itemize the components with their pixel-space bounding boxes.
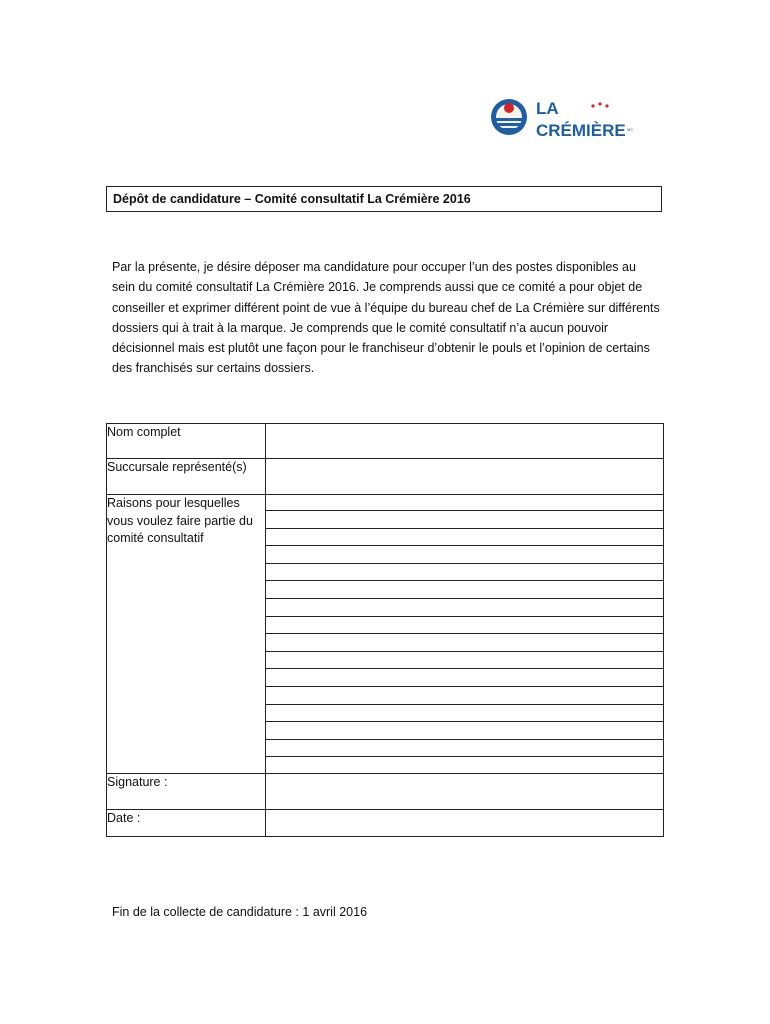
svg-text:CRÉMIÈRE: CRÉMIÈRE [536, 121, 626, 140]
label-raisons: Raisons pour lesquelles vous voulez faire partie du comité consultatif [107, 495, 266, 774]
label-succursale: Succursale représenté(s) [107, 459, 266, 495]
answer-line [266, 705, 663, 723]
form-row-succursale [107, 459, 664, 495]
answer-line [266, 599, 663, 617]
answer-line [266, 581, 663, 599]
answer-line [266, 529, 663, 547]
label-date: Date : [107, 810, 266, 837]
answer-line [266, 669, 663, 687]
svg-text:LA: LA [536, 99, 559, 118]
answer-line [266, 740, 663, 758]
la-cremiere-logo-graphic [490, 94, 640, 140]
field-raisons[interactable] [266, 495, 664, 774]
field-signature[interactable] [266, 774, 664, 810]
answer-line [266, 617, 663, 635]
form-row-nom [107, 424, 664, 459]
intro-paragraph: Par la présente, je désire déposer ma candidature pour occuper l’un des postes disponibles au sein du comité consultatif La Crémière 2016. Je comprends aussi que ce comité a pour objet de conseiller et exprimer différent point de vue à l’équipe du bureau chef de La Crémière sur différents dossiers qui à trait à la marque. Je comprends que le comité consultatif n’a aucun pouvoir décisionnel mais est plutôt une façon pour le franchiseur d’obtenir le pouls et l’opinion de certains des franchisés sur certains dossiers. [112, 260, 660, 376]
form-row-raisons [107, 495, 664, 774]
answer-line [266, 634, 663, 652]
form-row-date [107, 810, 664, 837]
answer-line [266, 652, 663, 670]
answer-line [266, 687, 663, 705]
field-date[interactable] [266, 810, 664, 837]
answer-line [266, 511, 663, 529]
answer-line [266, 564, 663, 582]
answer-line [266, 495, 663, 511]
answer-line [266, 722, 663, 740]
label-signature: Signature : [107, 774, 266, 810]
application-form [106, 423, 664, 837]
answer-line [266, 546, 663, 564]
answer-lines [266, 495, 663, 757]
label-nom-complet: Nom complet [107, 424, 266, 459]
svg-text:MC: MC [627, 127, 634, 132]
deadline-note: Fin de la collecte de candidature : 1 avril 2016 [112, 905, 368, 919]
la-cremiere-logo [490, 94, 640, 140]
field-nom-complet[interactable] [266, 424, 664, 459]
form-title: Dépôt de candidature – Comité consultatif La Crémière 2016 [106, 186, 662, 212]
form-row-signature [107, 774, 664, 810]
field-succursale[interactable] [266, 459, 664, 495]
